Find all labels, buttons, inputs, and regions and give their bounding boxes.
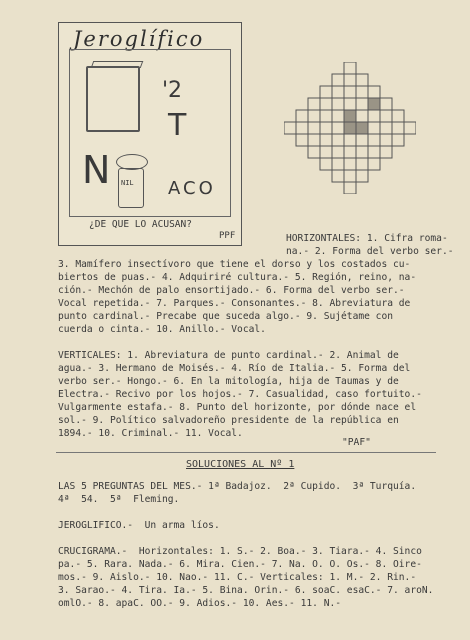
solution-line: LAS 5 PREGUNTAS DEL MES.- 1ª Badajoz. 2ª Cupido. 3ª Turquía. bbox=[58, 481, 417, 492]
grid-cell bbox=[332, 98, 344, 110]
grid-cell bbox=[332, 110, 344, 122]
grid-cell bbox=[320, 86, 332, 98]
clue-line: cuerda o cinta.- 10. Anillo.- Vocal. bbox=[58, 324, 266, 335]
rebus-question: ¿DE QUE LO ACUSAN? bbox=[89, 219, 192, 230]
grid-cell bbox=[320, 110, 332, 122]
grid-cell bbox=[404, 122, 416, 134]
rebus-signature: PPF bbox=[219, 231, 236, 241]
solution-line: mos.- 9. Aislo.- 10. Nao.- 11. C.- Verticales: 1. M.- 2. Rin.- bbox=[58, 572, 417, 583]
grid-cell bbox=[308, 110, 320, 122]
rebus-puzzle bbox=[58, 22, 242, 246]
grid-cell bbox=[368, 86, 380, 98]
grid-cell bbox=[320, 98, 332, 110]
grid-cell bbox=[356, 110, 368, 122]
clue-line: VERTICALES: 1. Abreviatura de punto cardinal.- 2. Animal de bbox=[58, 350, 399, 361]
solution-line: JEROGLIFICO.- Un arma líos. bbox=[58, 520, 220, 531]
jar-icon bbox=[118, 168, 144, 208]
grid-cell bbox=[368, 98, 380, 110]
grid-cell bbox=[368, 110, 380, 122]
grid-cell bbox=[332, 158, 344, 170]
grid-cell bbox=[332, 86, 344, 98]
grid-cell bbox=[356, 98, 368, 110]
grid-cell bbox=[308, 146, 320, 158]
clue-line: Electra.- Recivo por los hojos.- 7. Casualidad, caso fortuito.- bbox=[58, 389, 422, 400]
grid-cell bbox=[320, 146, 332, 158]
grid-cell bbox=[344, 122, 356, 134]
rebus-aco: ACO bbox=[168, 178, 216, 199]
grid-cell bbox=[356, 134, 368, 146]
grid-cell bbox=[332, 170, 344, 182]
grid-cell bbox=[344, 182, 356, 194]
grid-cell bbox=[392, 110, 404, 122]
clue-line: HORIZONTALES: 1. Cifra roma- bbox=[286, 233, 448, 244]
clue-line: 1894.- 10. Criminal.- 11. Vocal. bbox=[58, 428, 243, 439]
crossword-grid bbox=[284, 62, 416, 194]
rebus-picture-frame bbox=[69, 49, 231, 217]
crossword-signature: "PAF" bbox=[342, 437, 371, 448]
grid-cell bbox=[368, 122, 380, 134]
grid-cell bbox=[332, 74, 344, 86]
grid-cell bbox=[308, 98, 320, 110]
rebus-number: '2 bbox=[162, 78, 183, 103]
clue-line: Vocal repetida.- 7. Parques.- Consonantes.- 8. Abreviatura de bbox=[58, 298, 411, 309]
grid-cell bbox=[344, 98, 356, 110]
solution-line: 3. Sarao.- 4. Tira. Ia.- 5. Bina. Orin.- 6. soaC. esaC.- 7. aroN. bbox=[58, 585, 434, 596]
grid-cell bbox=[344, 158, 356, 170]
grid-cell bbox=[380, 146, 392, 158]
grid-cell bbox=[380, 134, 392, 146]
grid-cell bbox=[368, 134, 380, 146]
grid-cell bbox=[296, 122, 308, 134]
grid-cell bbox=[344, 62, 356, 74]
grid-cell bbox=[344, 110, 356, 122]
grid-cell bbox=[308, 122, 320, 134]
clue-line: sol.- 9. Político salvadoreño presidente de la república en bbox=[58, 415, 399, 426]
grid-cell bbox=[332, 122, 344, 134]
grid-cell bbox=[356, 146, 368, 158]
rebus-title: Jeroglífico bbox=[73, 27, 205, 51]
clue-line: na.- 2. Forma del verbo ser.- bbox=[286, 246, 454, 257]
grid-cell bbox=[392, 134, 404, 146]
grid-cell bbox=[380, 110, 392, 122]
grid-cell bbox=[320, 158, 332, 170]
clue-line: punto cardinal.- Precabe que suceda algo.- 9. Sujétame con bbox=[58, 311, 394, 322]
rebus-letter-t: T bbox=[168, 108, 187, 143]
clue-line: biertos de puas.- 4. Adquiriré cultura.- 5. Región, reino, na- bbox=[58, 272, 417, 283]
clue-line: ción.- Mechón de palo ensortijado.- 6. Forma del verbo ser.- bbox=[58, 285, 405, 296]
grid-cell bbox=[356, 158, 368, 170]
grid-cell bbox=[368, 158, 380, 170]
grid-cell bbox=[356, 122, 368, 134]
clue-line: 3. Mamífero insectívoro que tiene el dorso y los costados cu- bbox=[58, 259, 411, 270]
grid-cell bbox=[344, 170, 356, 182]
grid-cell bbox=[380, 122, 392, 134]
solution-line: 4ª 54. 5ª Fleming. bbox=[58, 494, 180, 505]
grid-cell bbox=[344, 86, 356, 98]
clue-line: Vulgarmente estafa.- 8. Punto del horizonte, por dónde nace el bbox=[58, 402, 417, 413]
grid-cell bbox=[380, 98, 392, 110]
grid-cell bbox=[356, 86, 368, 98]
grid-cell bbox=[356, 74, 368, 86]
grid-cell bbox=[308, 134, 320, 146]
jar-label: NIL bbox=[121, 179, 134, 187]
grid-cell bbox=[332, 146, 344, 158]
grid-cell bbox=[344, 74, 356, 86]
grid-cell bbox=[296, 110, 308, 122]
book-icon bbox=[86, 66, 140, 132]
grid-cell bbox=[284, 122, 296, 134]
solutions-heading: SOLUCIONES AL Nº 1 bbox=[186, 459, 295, 470]
grid-cell bbox=[320, 122, 332, 134]
solution-line: omlO.- 8. apaC. OO.- 9. Adios.- 10. Aes.- 11. N.- bbox=[58, 598, 342, 609]
grid-cell bbox=[320, 134, 332, 146]
grid-cell bbox=[368, 146, 380, 158]
divider-line bbox=[56, 452, 436, 453]
grid-cell bbox=[356, 170, 368, 182]
clue-line: agua.- 3. Hermano de Moisés.- 4. Río de Italia.- 5. Forma del bbox=[58, 363, 411, 374]
rebus-letter-n: N bbox=[82, 148, 111, 192]
grid-cell bbox=[344, 134, 356, 146]
grid-cell bbox=[296, 134, 308, 146]
solution-line: CRUCIGRAMA.- Horizontales: 1. S.- 2. Boa.- 3. Tiara.- 4. Sinco bbox=[58, 546, 422, 557]
clue-line: verbo ser.- Hongo.- 6. En la mitología, hija de Taumas y de bbox=[58, 376, 399, 387]
grid-cell bbox=[344, 146, 356, 158]
grid-cell bbox=[332, 134, 344, 146]
grid-cell bbox=[392, 122, 404, 134]
solution-line: pa.- 5. Rara. Nada.- 6. Mira. Cien.- 7. Na. O. O. Os.- 8. Oire- bbox=[58, 559, 422, 570]
